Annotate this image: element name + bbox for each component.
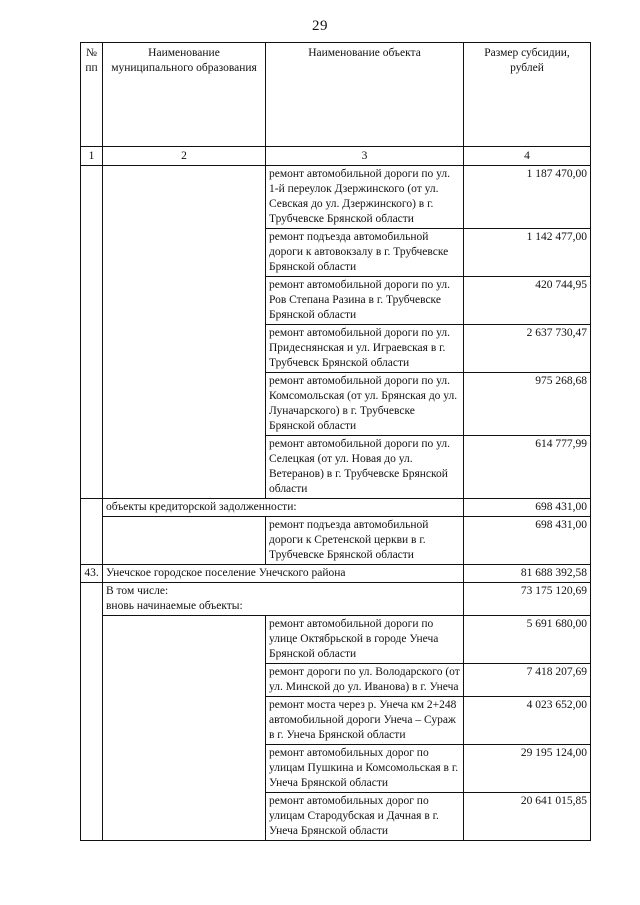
- header-municipality: Наименование муниципального образования: [103, 43, 266, 147]
- empty-cell: [103, 517, 266, 565]
- column-index: 4: [464, 147, 591, 166]
- subsidy-amount: 73 175 120,69: [464, 583, 591, 616]
- table-row: [81, 583, 591, 616]
- subsidy-table: [80, 42, 591, 841]
- empty-cell: [81, 499, 103, 565]
- empty-cell: [103, 166, 266, 499]
- subsidy-amount: 420 744,95: [464, 277, 591, 325]
- subsidy-amount: 20 641 015,85: [464, 793, 591, 841]
- including-label: [103, 583, 464, 616]
- table-row: [81, 616, 591, 664]
- object-name: ремонт автомобильной дороги по ул. Селецкая (от ул. Новая до ул. Ветеранов) в г. Трубчевске Брянской области: [266, 436, 464, 499]
- subsidy-amount: 614 777,99: [464, 436, 591, 499]
- column-index: 1: [81, 147, 103, 166]
- page-number: 29: [312, 18, 328, 34]
- object-name: ремонт автомобильной дороги по ул. Придеснянская и ул. Играевская в г. Трубчевск Брянской области: [266, 325, 464, 373]
- header-number: № пп: [81, 43, 103, 147]
- column-index: 3: [266, 147, 464, 166]
- object-name: ремонт автомобильной дороги по ул. Комсомольская (от ул. Брянская до ул. Луначарского) в г. Трубчевске Брянской области: [266, 373, 464, 436]
- creditor-label: объекты кредиторской задолженности:: [103, 499, 464, 517]
- subsidy-amount: 7 418 207,69: [464, 664, 591, 697]
- subsidy-amount: 1 142 477,00: [464, 229, 591, 277]
- subsidy-amount: 975 268,68: [464, 373, 591, 436]
- entry-number: 43.: [81, 565, 103, 583]
- object-name: ремонт моста через р. Унеча км 2+248 автомобильной дороги Унеча – Сураж в г. Унеча Брянской области: [266, 697, 464, 745]
- municipality-name: Унечское городское поселение Унечского района: [103, 565, 464, 583]
- object-name: ремонт подъезда автомобильной дороги к Сретенской церкви в г. Трубчевске Брянской области: [266, 517, 464, 565]
- object-name: ремонт автомобильной дороги по улице Октябрьской в городе Унеча Брянской области: [266, 616, 464, 664]
- subsidy-table-wrapper: [80, 42, 590, 862]
- object-name: ремонт автомобильной дороги по ул. 1-й переулок Дзержинского (от ул. Севская до ул. Дзержинского) в г. Трубчевске Брянской области: [266, 166, 464, 229]
- including-line: В том числе:: [106, 585, 169, 597]
- new-objects-line: вновь начинаемые объекты:: [106, 600, 243, 612]
- column-index-row: [81, 147, 591, 166]
- header-subsidy: Размер субсидии, рублей: [464, 43, 591, 147]
- column-index: 2: [103, 147, 266, 166]
- empty-cell: [81, 583, 103, 841]
- table-row: [81, 166, 591, 229]
- empty-cell: [81, 166, 103, 499]
- subsidy-amount: 5 691 680,00: [464, 616, 591, 664]
- object-name: ремонт подъезда автомобильной дороги к автовокзалу в г. Трубчевске Брянской области: [266, 229, 464, 277]
- header-object: Наименование объекта: [266, 43, 464, 147]
- subsidy-amount: 2 637 730,47: [464, 325, 591, 373]
- object-name: ремонт дороги по ул. Володарского (от ул. Минской до ул. Иванова) в г. Унеча: [266, 664, 464, 697]
- subsidy-amount: 1 187 470,00: [464, 166, 591, 229]
- object-name: ремонт автомобильной дороги по ул. Ров Степана Разина в г. Трубчевске Брянской области: [266, 277, 464, 325]
- object-name: ремонт автомобильных дорог по улицам Стародубская и Дачная в г. Унеча Брянской области: [266, 793, 464, 841]
- empty-cell: [103, 616, 266, 841]
- table-row: [81, 517, 591, 565]
- object-name: ремонт автомобильных дорог по улицам Пушкина и Комсомольская в г. Унеча Брянской области: [266, 745, 464, 793]
- subsidy-amount: 81 688 392,58: [464, 565, 591, 583]
- subsidy-amount: 698 431,00: [464, 517, 591, 565]
- table-row: [81, 499, 591, 517]
- subsidy-amount: 698 431,00: [464, 499, 591, 517]
- table-row: [81, 565, 591, 583]
- subsidy-amount: 29 195 124,00: [464, 745, 591, 793]
- subsidy-amount: 4 023 652,00: [464, 697, 591, 745]
- table-header-row: [81, 43, 591, 147]
